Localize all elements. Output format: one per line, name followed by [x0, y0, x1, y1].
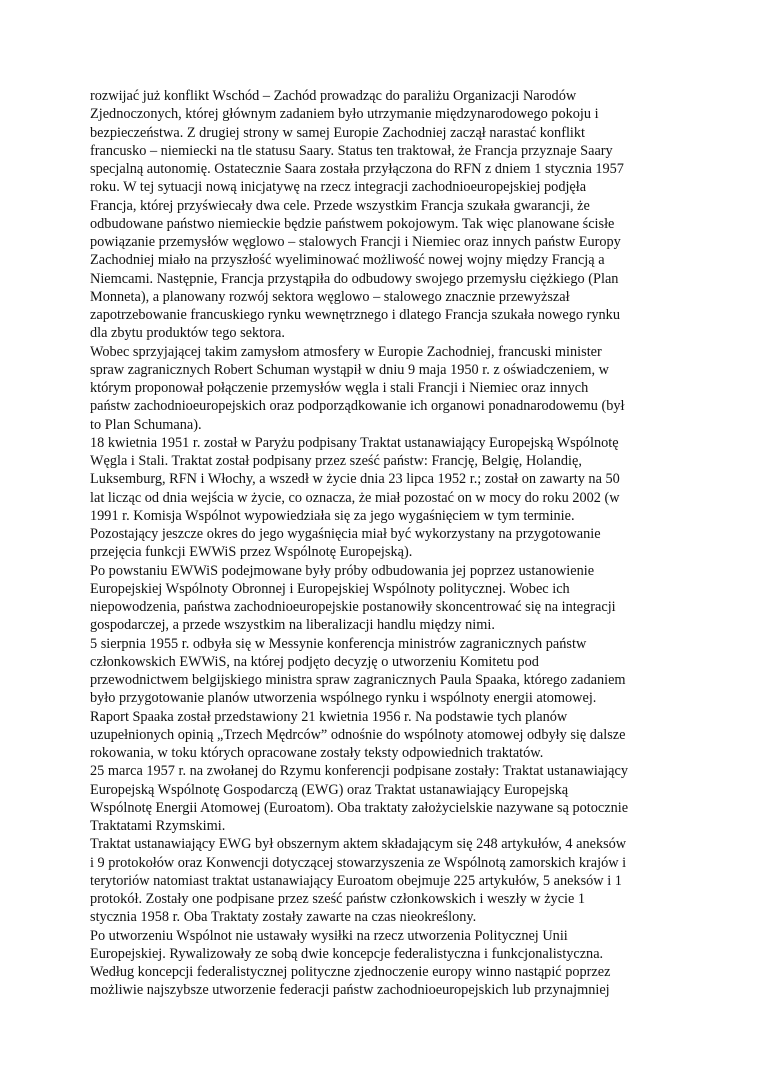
text-line: odbudowane państwo niemieckie będzie państwem pokojowym. Tak więc planowane ścisłe	[90, 215, 615, 232]
text-line: dla zbytu produktów tego sektora.	[90, 325, 285, 342]
text-line: Niemcami. Następnie, Francja przystąpiła do odbudowy swojego przemysłu ciężkiego (Plan	[90, 270, 619, 287]
text-line: Pozostający jeszcze okres do jego wygaśnięcia miał być wykorzystany na przygotowanie	[90, 526, 601, 542]
text-line: niepowodzenia, państwa zachodnioeuropejskie postanowiły skoncentrować się na integracji	[90, 599, 616, 615]
text-line: Europejską Wspólnotę Gospodarczą (EWG) oraz Traktat ustanawiający Europejską	[90, 781, 569, 798]
text-line: specjalną autonomię. Ostatecznie Saara została przyłączona do RFN z dniem 1 stycznia 1957	[90, 161, 624, 177]
text-line: Raport Spaaka został przedstawiony 21 kwietnia 1956 r. Na podstawie tych planów	[90, 708, 568, 725]
text-line: bezpieczeństwa. Z drugiej strony w samej Europie Zachodniej zaczął narastać konflikt	[90, 124, 586, 141]
text-line: rokowania, w toku których opracowane zostały teksty odpowiednich traktatów.	[90, 745, 544, 761]
text-line: Po utworzeniu Wspólnot nie ustawały wysiłki na rzecz utworzenia Politycznej Unii	[90, 927, 568, 944]
text-line: Francja, której przyświecały dwa cele. Przede wszystkim Francja szukała gwarancji, że	[90, 197, 590, 214]
text-line: protokół. Zostały one podpisane przez sześć państw członkowskich i weszły w życie 1	[90, 891, 586, 907]
text-line: 18 kwietnia 1951 r. został w Paryżu podpisany Traktat ustanawiający Europejską Wspólnotę	[90, 434, 619, 451]
text-line: i 9 protokołów oraz Konwencji dotyczącej stowarzyszenia ze Wspólnotą zamorskich krajów i	[90, 854, 627, 871]
text-line: powiązanie przemysłów węglowo – stalowych Francji i Niemiec oraz innych państw Europy	[90, 234, 621, 250]
text-line: Zachodniej miało na przyszłość wyeliminować możliwość nowej wojny między Francją a	[90, 252, 605, 269]
text-line: było przygotowanie planów utworzenia wspólnego rynku i wspólnoty energii atomowej.	[90, 690, 597, 707]
text-line: Według koncepcji federalistycznej polityczne zjednoczenie europy winno nastąpić poprzez	[90, 964, 611, 980]
text-line: gospodarczej, a przede wszystkim na liberalizacji handlu między nimi.	[90, 617, 495, 634]
text-line: Monneta), a planowany rozwój sektora węglowo – stalowego znacznie przewyższał	[90, 288, 570, 305]
text-line: rozwijać już konflikt Wschód – Zachód prowadząc do paraliżu Organizacji Narodów	[90, 88, 577, 104]
text-line: Wspólnotę Energii Atomowej (Euroatom). Oba traktaty założycielskie nazywane są potocznie	[90, 799, 629, 816]
text-line: państw zachodnioeuropejskich oraz podporządkowanie ich organowi ponadnarodowemu (był	[90, 398, 625, 415]
text-line: Europejskiej. Rywalizowały ze sobą dwie koncepcje federalistyczna i funkcjonalistyczna.	[90, 945, 604, 962]
text-line: Wobec sprzyjającej takim zamysłom atmosfery w Europie Zachodniej, francuski minister	[90, 343, 602, 360]
text-line: przewodnictwem belgijskiego ministra spraw zagranicznych Paula Spaaka, którego zadaniem	[90, 672, 626, 688]
text-line: uzupełnionych opinią „Trzech Mędrców” odnośnie do wspólnoty atomowej odbyły się dalsze	[90, 726, 626, 743]
text-line: Zjednoczonych, której głównym zadaniem było utrzymanie międzynarodowego pokoju i	[90, 106, 599, 123]
text-line: Europejskiej Wspólnoty Obronnej i Europejskiej Wspólnoty politycznej. Wobec ich	[90, 580, 570, 597]
text-line: 5 sierpnia 1955 r. odbyła się w Messynie konferencja ministrów zagranicznych państw	[90, 635, 587, 652]
text-line: zapotrzebowanie francuskiego rynku wewnętrznego i dlatego Francja szukała nowego rynku	[90, 307, 620, 323]
text-line: francusko – niemiecki na tle statusu Saary. Status ten traktował, że Francja przyznaje Saary	[90, 142, 613, 159]
text-line: Traktat ustanawiający EWG był obszernym aktem składającym się 248 artykułów, 4 aneksów	[90, 836, 627, 853]
text-line: Luksemburg, RFN i Włochy, a wszedł w życie dnia 23 lipca 1952 r.; został on zawarty na 50	[90, 471, 620, 488]
text-line: stycznia 1958 r. Oba Traktaty zostały zawarte na czas nieokreślony.	[90, 909, 477, 926]
text-line: którym proponował połączenie przemysłów węgla i stali Francji i Niemiec oraz innych	[90, 380, 589, 396]
text-line: terytoriów natomiast traktat ustanawiający Euroatom obejmuje 225 artykułów, 5 aneksów i 1	[90, 872, 622, 889]
text-line: lat licząc od dnia wejścia w życie, co oznacza, że miał pozostać on w mocy do roku 2002 (w	[90, 489, 620, 506]
text-line: Po powstaniu EWWiS podejmowane były próby odbudowania jej poprzez ustanowienie	[90, 562, 595, 579]
text-line: roku. W tej sytuacji nową inicjatywę na rzecz integracji zachodnioeuropejskiej podjęła	[90, 179, 587, 196]
text-line: spraw zagranicznych Robert Schuman wystąpił w dniu 9 maja 1950 r. z oświadczeniem, w	[90, 361, 609, 378]
text-line: członkowskich EWWiS, na której podjęto decyzję o utworzeniu Komitetu pod	[90, 653, 539, 670]
text-line: możliwie najszybsze utworzenie federacji państw zachodnioeuropejskich lub przynajmniej	[90, 982, 610, 999]
text-line: 1991 r. Komisja Wspólnot wypowiedziała się za jego wygaśnięciem w tym terminie.	[90, 507, 575, 524]
text-line: Węgla i Stali. Traktat został podpisany przez sześć państw: Francję, Belgię, Holandię,	[90, 453, 582, 469]
text-line: to Plan Schumana).	[90, 416, 202, 433]
document-body	[90, 87, 676, 1000]
text-line: przejęcia funkcji EWWiS przez Wspólnotę Europejską).	[90, 544, 413, 561]
text-line: 25 marca 1957 r. na zwołanej do Rzymu konferencji podpisane zostały: Traktat ustanawiający	[90, 763, 628, 780]
text-line: Traktatami Rzymskimi.	[90, 818, 226, 834]
